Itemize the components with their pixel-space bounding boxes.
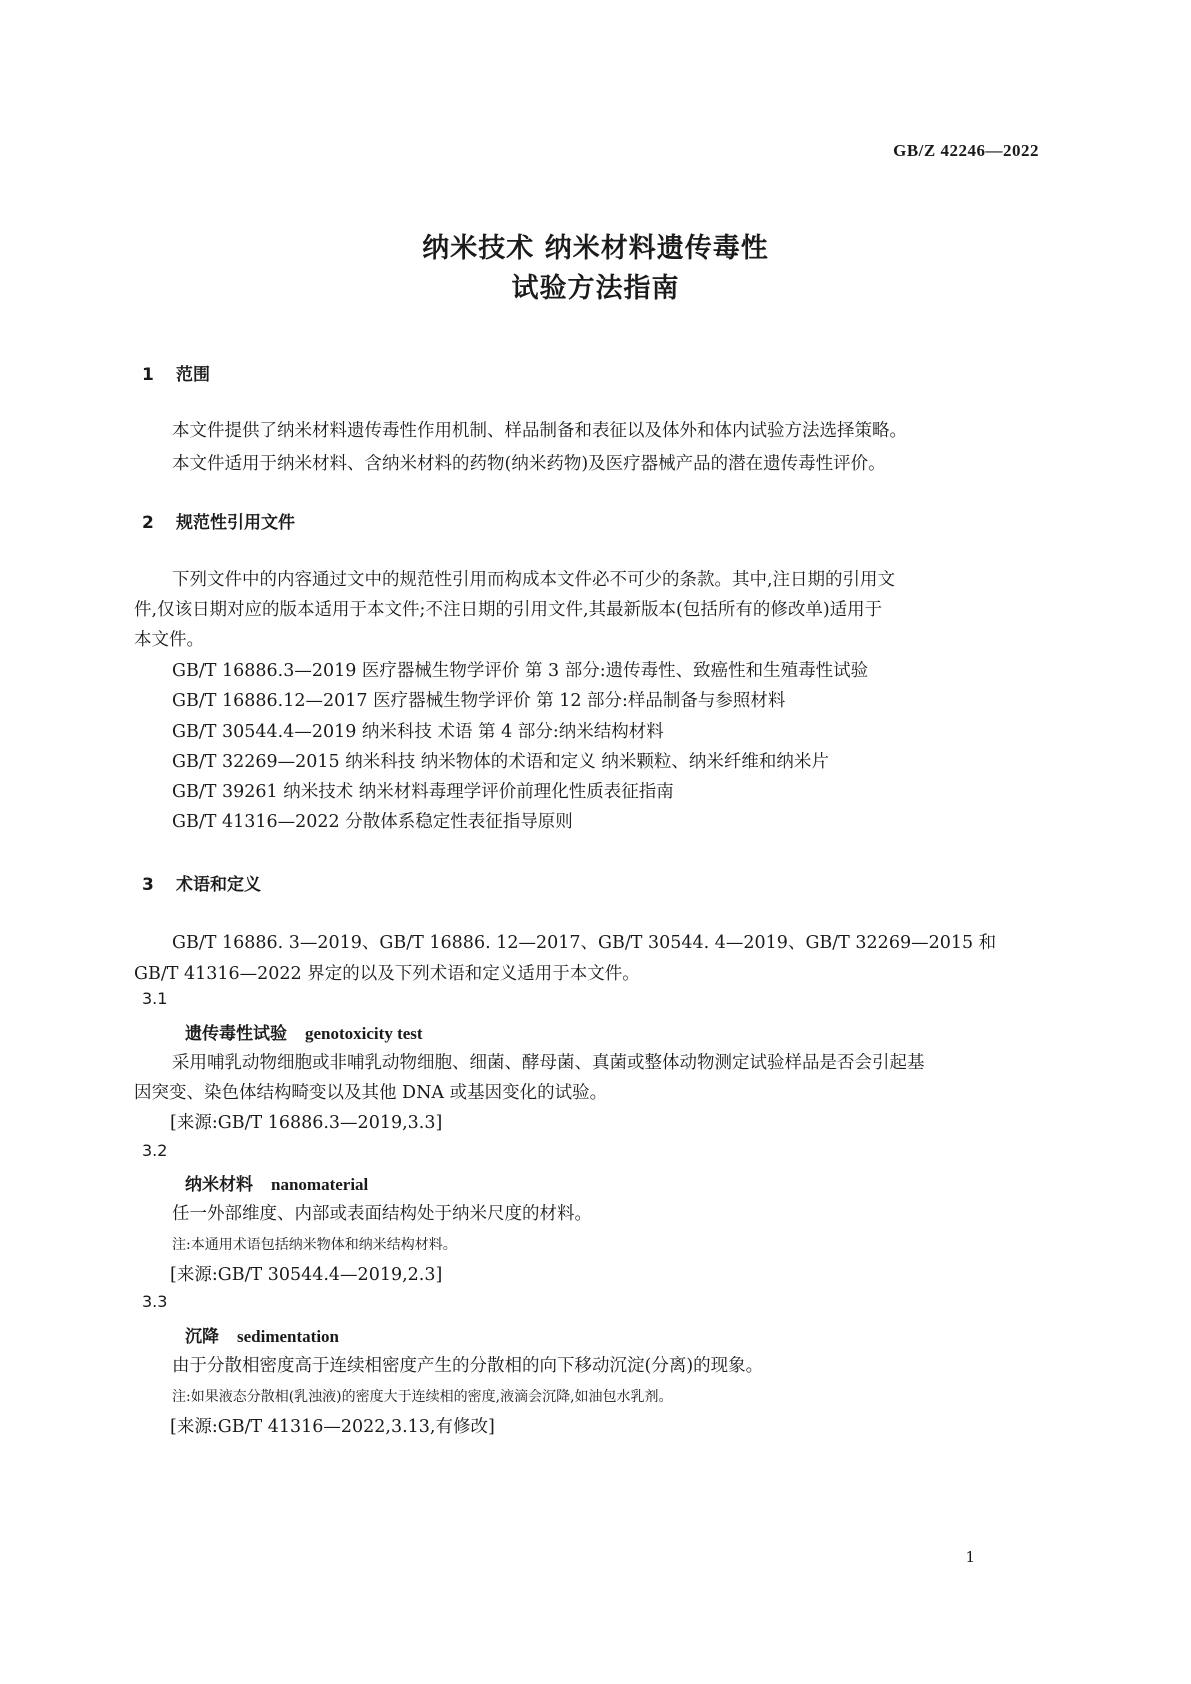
document-title-line2: 试验方法指南 [511,273,680,304]
normative-intro-line: 本文件。 [134,630,204,650]
term-chinese: 遗传毒性试验 [185,1024,287,1044]
term-chinese: 纳米材料 [185,1175,253,1195]
normative-reference: GB/T 16886.12—2017 医疗器械生物学评价 第 12 部分:样品制备与参照材料 [172,691,786,711]
section-number: 3 [142,875,154,895]
term-english: nanomaterial [271,1175,369,1194]
term-definition: 由于分散相密度高于连续相密度产生的分散相的向下移动沉淀(分离)的现象。 [172,1356,764,1376]
term-number: 3.2 [142,1141,168,1160]
term-source: [来源:GB/T 16886.3—2019,3.3] [170,1113,443,1133]
page-number: 1 [965,1548,975,1566]
terms-intro-line: GB/T 16886. 3—2019、GB/T 16886. 12—2017、GB/T 30544. 4—2019、GB/T 32269—2015 和 [172,933,997,953]
term-entry [185,1019,423,1044]
term-definition: 因突变、染色体结构畸变以及其他 DNA 或基因变化的试验。 [134,1083,608,1103]
term-source: [来源:GB/T 41316—2022,3.13,有修改] [170,1417,495,1437]
normative-reference: GB/T 41316—2022 分散体系稳定性表征指导原则 [172,812,573,832]
section-number: 2 [142,513,154,533]
section-title: 规范性引用文件 [176,513,295,533]
term-entry [185,1322,339,1347]
term-note: 注:本通用术语包括纳米物体和纳米结构材料。 [172,1237,457,1253]
section-2-heading [142,508,295,533]
standard-number: GB/Z 42246—2022 [893,141,1039,160]
term-chinese: 沉降 [185,1327,219,1347]
normative-reference: GB/T 32269—2015 纳米科技 纳米物体的术语和定义 纳米颗粒、纳米纤维和纳米片 [172,752,829,772]
normative-reference: GB/T 30544.4—2019 纳米科技 术语 第 4 部分:纳米结构材料 [172,722,664,742]
term-definition: 任一外部维度、内部或表面结构处于纳米尺度的材料。 [172,1204,592,1224]
term-english: genotoxicity test [305,1024,423,1043]
normative-reference: GB/T 39261 纳米技术 纳米材料毒理学评价前理化性质表征指南 [172,782,674,802]
normative-intro-line: 下列文件中的内容通过文中的规范性引用而构成本文件必不可少的条款。其中,注日期的引用文 [172,570,896,590]
normative-intro-line: 件,仅该日期对应的版本适用于本文件;不注日期的引用文件,其最新版本(包括所有的修改单)适用于 [134,600,883,620]
scope-paragraph-1: 本文件提供了纳米材料遗传毒性作用机制、样品制备和表征以及体外和体内试验方法选择策略。 [172,421,907,441]
term-source: [来源:GB/T 30544.4—2019,2.3] [170,1265,443,1285]
section-title: 范围 [176,365,210,385]
section-number: 1 [142,365,154,385]
section-title: 术语和定义 [176,875,261,895]
document-title-line1: 纳米技术 纳米材料遗传毒性 [422,233,769,264]
term-number: 3.1 [142,989,168,1008]
section-1-heading [142,360,210,385]
section-3-heading [142,870,261,895]
normative-reference: GB/T 16886.3—2019 医疗器械生物学评价 第 3 部分:遗传毒性、致癌性和生殖毒性试验 [172,661,869,681]
term-definition: 采用哺乳动物细胞或非哺乳动物细胞、细菌、酵母菌、真菌或整体动物测定试验样品是否会引起基 [172,1053,925,1073]
scope-paragraph-2: 本文件适用于纳米材料、含纳米材料的药物(纳米药物)及医疗器械产品的潜在遗传毒性评价。 [172,454,886,474]
term-english: sedimentation [237,1327,339,1346]
term-entry [185,1170,368,1195]
terms-intro-line: GB/T 41316—2022 界定的以及下列术语和定义适用于本文件。 [134,964,640,984]
term-note: 注:如果液态分散相(乳浊液)的密度大于连续相的密度,液滴会沉降,如油包水乳剂。 [172,1389,673,1405]
term-number: 3.3 [142,1292,168,1311]
